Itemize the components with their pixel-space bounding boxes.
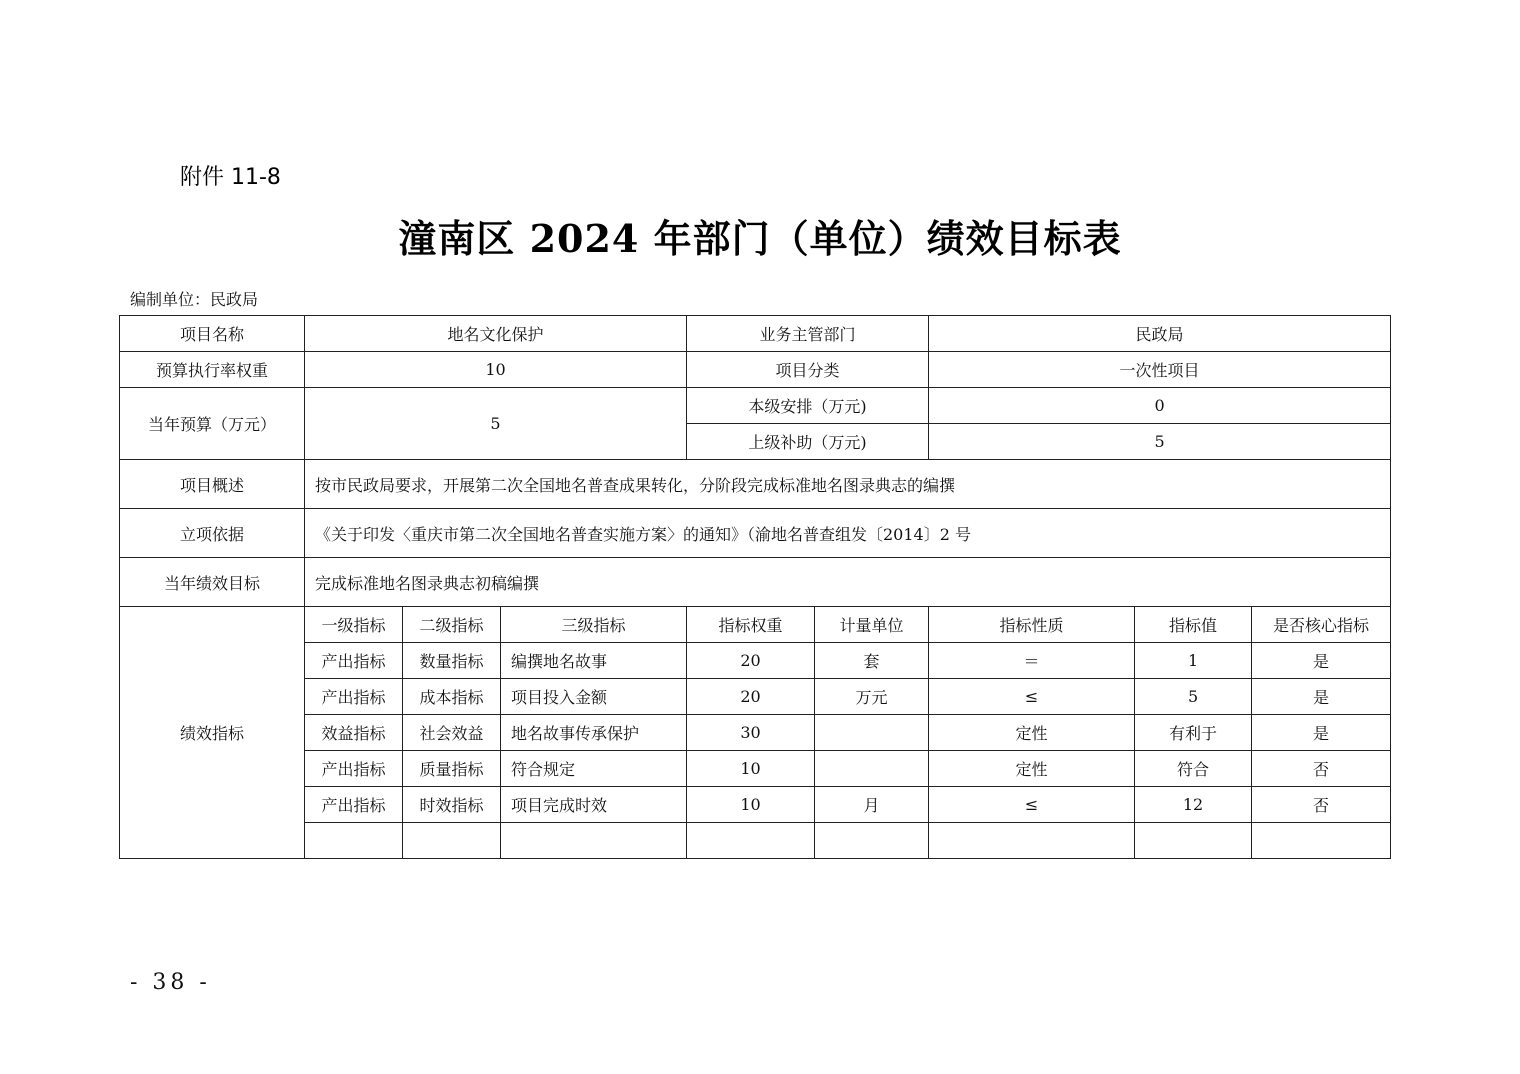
table-cell: 有利于 (1135, 715, 1252, 751)
table-cell: 月 (815, 787, 929, 823)
table-cell (815, 823, 929, 859)
indicator-header-row (120, 607, 1391, 643)
table-cell: 地名故事传承保护 (501, 715, 687, 751)
table-cell: 项目投入金额 (501, 679, 687, 715)
upper-subsidy-value: 5 (929, 424, 1391, 460)
exec-weight-value: 10 (305, 352, 687, 388)
page-number: - 38 - (130, 970, 211, 995)
table-cell: 20 (687, 679, 815, 715)
table-cell: 30 (687, 715, 815, 751)
table-cell: 质量指标 (403, 751, 501, 787)
local-budget-label: 本级安排（万元) (687, 388, 929, 424)
header-cell: 指标性质 (929, 607, 1135, 643)
table-cell: 编撰地名故事 (501, 643, 687, 679)
table-cell (1135, 823, 1252, 859)
dept-label: 业务主管部门 (687, 316, 929, 352)
project-name-label: 项目名称 (120, 316, 305, 352)
table-cell: 否 (1252, 787, 1391, 823)
table-cell: 万元 (815, 679, 929, 715)
table-cell: 项目完成时效 (501, 787, 687, 823)
overview-label: 项目概述 (120, 460, 305, 509)
header-cell: 计量单位 (815, 607, 929, 643)
table-cell: 套 (815, 643, 929, 679)
table-row (120, 643, 1391, 679)
table-cell: 成本指标 (403, 679, 501, 715)
table-cell (1252, 823, 1391, 859)
category-value: 一次性项目 (929, 352, 1391, 388)
table-row (120, 787, 1391, 823)
dept-value: 民政局 (929, 316, 1391, 352)
table-cell: 时效指标 (403, 787, 501, 823)
table-cell: 1 (1135, 643, 1252, 679)
table-cell (815, 715, 929, 751)
table-cell: 产出指标 (305, 643, 403, 679)
table-cell: 10 (687, 751, 815, 787)
table-cell (929, 823, 1135, 859)
table-cell: ≤ (929, 787, 1135, 823)
exec-weight-label: 预算执行率权重 (120, 352, 305, 388)
table-cell: ≤ (929, 679, 1135, 715)
table-cell: 是 (1252, 643, 1391, 679)
table-cell: 是 (1252, 715, 1391, 751)
table-cell (305, 823, 403, 859)
table-cell (501, 823, 687, 859)
table-row (120, 679, 1391, 715)
table-cell: 社会效益 (403, 715, 501, 751)
table-row (120, 715, 1391, 751)
header-cell: 指标值 (1135, 607, 1252, 643)
table-cell: 5 (1135, 679, 1252, 715)
goal-value: 完成标准地名图录典志初稿编撰 (305, 558, 1391, 607)
project-name-value: 地名文化保护 (305, 316, 687, 352)
table-cell: 是 (1252, 679, 1391, 715)
table-cell (687, 823, 815, 859)
table-row (120, 751, 1391, 787)
table-cell: 定性 (929, 751, 1135, 787)
table-cell: 符合 (1135, 751, 1252, 787)
header-cell: 指标权重 (687, 607, 815, 643)
table-row-empty (120, 823, 1391, 859)
basis-value: 《关于印发〈重庆市第二次全国地名普查实施方案〉的通知》（渝地名普查组发〔2014〕2 号 (305, 509, 1391, 558)
upper-subsidy-label: 上级补助（万元) (687, 424, 929, 460)
local-budget-value: 0 (929, 388, 1391, 424)
budget-value: 5 (305, 388, 687, 460)
table-cell: 产出指标 (305, 679, 403, 715)
header-cell: 三级指标 (501, 607, 687, 643)
table-cell: ＝ (929, 643, 1135, 679)
header-cell: 二级指标 (403, 607, 501, 643)
budget-label: 当年预算（万元） (120, 388, 305, 460)
table-cell (815, 751, 929, 787)
overview-value: 按市民政局要求，开展第二次全国地名普查成果转化，分阶段完成标准地名图录典志的编撰 (305, 460, 1391, 509)
basis-label: 立项依据 (120, 509, 305, 558)
page-title: 潼南区 2024 年部门（单位）绩效目标表 (398, 216, 1122, 261)
table-cell: 效益指标 (305, 715, 403, 751)
table-cell: 数量指标 (403, 643, 501, 679)
table-cell: 符合规定 (501, 751, 687, 787)
table-cell: 产出指标 (305, 751, 403, 787)
table-cell: 产出指标 (305, 787, 403, 823)
category-label: 项目分类 (687, 352, 929, 388)
table-cell: 定性 (929, 715, 1135, 751)
table-cell (403, 823, 501, 859)
goal-label: 当年绩效目标 (120, 558, 305, 607)
header-cell: 一级指标 (305, 607, 403, 643)
table-cell: 10 (687, 787, 815, 823)
attachment-label: 附件 11-8 (180, 165, 281, 190)
perf-indicators-label: 绩效指标 (120, 607, 305, 859)
org-label: 编制单位：民政局 (130, 290, 259, 309)
table-cell: 20 (687, 643, 815, 679)
performance-table (119, 315, 1391, 859)
table-cell: 否 (1252, 751, 1391, 787)
header-cell: 是否核心指标 (1252, 607, 1391, 643)
table-cell: 12 (1135, 787, 1252, 823)
